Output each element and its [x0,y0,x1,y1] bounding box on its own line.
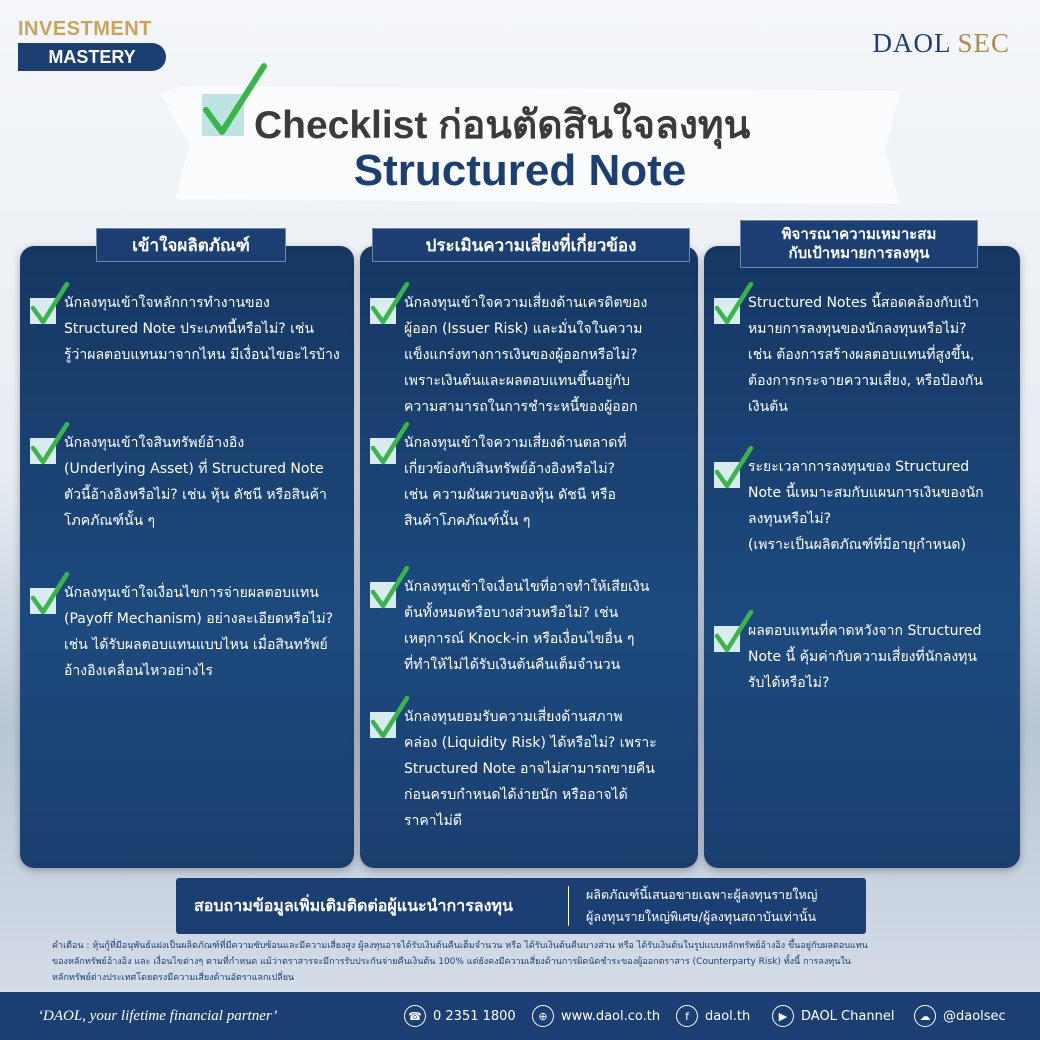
brand-line1: INVESTMENT [18,18,152,40]
checklist-item-line: (Payoff Mechanism) อย่างละเอียดหรือไม่? [64,611,334,627]
checklist-item-line: อ้างอิงเคลื่อนไหวอย่างไร [64,663,214,679]
logo-main: DAOL [872,28,952,58]
checklist-item-line: ผลตอบแทนที่คาดหวังจาก Structured [748,623,982,639]
checklist-item-line: ลงทุนหรือไม่? [748,511,832,527]
youtube-icon: ▶ [772,1005,794,1027]
title-check-icon [202,94,244,136]
checklist-item-line: สินค้าโภคภัณฑ์นั้น ๆ [404,513,531,529]
checklist-item-line: นักลงทุนเข้าใจเงื่อนไขการจ่ายผลตอบแทน [64,585,319,601]
logo-sub: SEC [957,28,1010,58]
page-title: Checklist ก่อนตัดสินใจลงทุน [254,104,751,147]
column-header: ประเมินความเสี่ยงที่เกี่ยวข้อง [372,228,690,262]
checklist-item [64,430,327,534]
checklist-item-line: เงินต้น [748,399,788,415]
checklist-item-line: ต้องการกระจายความเสี่ยง, หรือป้องกัน [748,373,983,389]
checklist-item-line: Note นี้เหมาะสมกับแผนการเงินของนัก [748,485,984,501]
checklist-item-line: Structured Note ประเภทนี้หรือไม่? เช่น [64,321,314,337]
phone-contact[interactable]: ☎ 0 2351 1800 [404,992,516,1040]
checklist-item-line: Structured Note อาจไม่สามารถขายคืน [404,761,655,777]
checklist-item-line: (เพราะเป็นผลิตภัณฑ์ที่มีอายุกำหนด) [748,537,966,553]
checklist-item [404,430,627,534]
globe-icon: ⊕ [532,1005,554,1027]
offer-note: ผลิตภัณฑ์นี้เสนอขายเฉพาะผู้ลงทุนรายใหญ่ ผู้ลงทุนรายใหญ่พิเศษ/ผู้ลงทุนสถาบันเท่านั้น [586,887,818,924]
checkbox-check-icon [30,588,56,614]
divider [568,886,569,926]
line-icon: ☁ [914,1005,936,1027]
checkbox-check-icon [370,582,396,608]
checklist-item-line: นักลงทุนเข้าใจความเสี่ยงด้านเครดิตของ [404,295,648,311]
checkbox-check-icon [370,298,396,324]
disclaimer: คำเตือน : หุ้นกู้ที่มีอนุพันธ์แฝงเป็นผลิตภัณฑ์ที่มีความซับซ้อนและมีความเสี่ยงสูง ผู้ลงทุนอาจได้รับเงินต้นคืนเต็มจำนวน หรือ ได้รับเงินต้นคืนบางส่วน หรือ ได้รับเงินต้นในรูปแบบหลักทรัพย์อ้างอิง ขึ้นอยู่กับผลตอบแทน ของหลักทรัพย์อ้างอิง และ เงื่อนไขต่างๆ ตามที่กำหนด แม้ว่าตราสารจะมีการรับประกันจ่ายคืนเงินต้น 100% แต่ยังคงมีความเสี่ยงด้านการผิดนัดชำระของผู้ออกตราสาร (Counterparty Risk) ทั้งนี้ การลงทุนใน หลักทรัพย์ต่างประเทศโดยตรงมีความเสี่ยงด้านอัตราแลกเปลี่ยน [52,941,868,983]
checkbox-check-icon [370,712,396,738]
checkbox-check-icon [714,298,740,324]
checkbox-check-icon [714,626,740,652]
checklist-item-line: ความสามารถในการชำระหนี้ของผู้ออก [404,399,638,415]
checklist-item [404,574,649,678]
checklist-item-line: ก่อนครบกำหนดได้ง่ายนัก หรืออาจได้ [404,787,628,803]
checklist-item-line: นักลงทุนยอมรับความเสี่ยงด้านสภาพ [404,709,623,725]
checklist-item-line: เช่น ต้องการสร้างผลตอบแทนที่สูงขึ้น, [748,347,975,363]
checkbox-check-icon [370,438,396,464]
checklist-item-line: Structured Notes นี้สอดคล้องกับเป้า [748,295,980,311]
checkbox-check-icon [30,438,56,464]
website-link[interactable]: ⊕ www.daol.co.th [532,992,660,1040]
checklist-item [64,290,340,368]
checklist-item-line: เพราะเงินต้นและผลตอบแทนขึ้นอยู่กับ [404,373,630,389]
brand-line2: MASTERY [18,43,166,71]
checklist-item-line: ที่ทำให้ไม่ได้รับเงินต้นคืนเต็มจำนวน [404,657,621,673]
checkbox-check-icon [714,462,740,488]
checklist-item-line: หมายการลงทุนของนักลงทุนหรือไม่? [748,321,967,337]
checklist-item-line: คล่อง (Liquidity Risk) ได้หรือไม่? เพราะ [404,735,657,751]
checklist-item-line: ตัวนี้อ้างอิงหรือไม่? เช่น หุ้น ดัชนี หรือสินค้า [64,487,327,503]
checklist-item-line: ราคาไม่ดี [404,813,462,829]
checklist-item-line: เหตุการณ์ Knock-in หรือเงื่อนไขอื่น ๆ [404,631,635,647]
checklist-item [748,618,981,696]
checklist-item-line: แข็งแกร่งทางการเงินของผู้ออกหรือไม่? [404,347,638,363]
facebook-icon: f [676,1005,698,1027]
checklist-item-line: ต้นทั้งหมดหรือบางส่วนหรือไม่? เช่น [404,605,619,621]
checklist-item-line: (Underlying Asset) ที่ Structured Note [64,461,324,477]
checklist-item [64,580,333,684]
footer [0,992,1040,1040]
checklist-item-line: รับได้หรือไม่? [748,675,830,691]
checklist-item-line: รู้ว่าผลตอบแทนมาจากไหน มีเงื่อนไขอะไรบ้าง [64,347,340,363]
checklist-item-line: ระยะเวลาการลงทุนของ Structured [748,459,970,475]
facebook-link[interactable]: f daol.th [676,992,750,1040]
checklist-item-line: นักลงทุนเข้าใจเงื่อนไขที่อาจทำให้เสียเงิน [404,579,650,595]
daol-logo [872,28,1010,59]
contact-bar [176,878,866,934]
checklist-item-line: โภคภัณฑ์นั้น ๆ [64,513,156,529]
column-header: เข้าใจผลิตภัณฑ์ [96,228,286,262]
checklist-item-line: เกี่ยวข้องกับสินทรัพย์อ้างอิงหรือไม่? [404,461,616,477]
checklist-item-line: นักลงทุนเข้าใจความเสี่ยงด้านตลาดที่ [404,435,627,451]
checklist-item-line: เช่น ความผันผวนของหุ้น ดัชนี หรือ [404,487,616,503]
checklist-item [748,290,983,420]
youtube-link[interactable]: ▶ DAOL Channel [772,992,894,1040]
contact-advisor-text: สอบถามข้อมูลเพิ่มเติมติดต่อผู้แนะนำการลงทุน [194,895,513,915]
checklist-item [404,704,657,834]
checklist-item-line: นักลงทุนเข้าใจหลักการทำงานของ [64,295,270,311]
phone-icon: ☎ [404,1005,426,1027]
line-link[interactable]: ☁ @daolsec [914,992,1006,1040]
column-header: พิจารณาความเหมาะสม กับเป้าหมายการลงทุน [740,220,978,268]
checkbox-check-icon [30,298,56,324]
checklist-item-line: ผู้ออก (Issuer Risk) และมั่นใจในความ [404,321,643,337]
tagline: ‘DAOL, your lifetime financial partner’ [38,1007,278,1024]
brand-badge [18,18,166,71]
checklist-item-line: นักลงทุนเข้าใจสินทรัพย์อ้างอิง [64,435,245,451]
checklist-item-line: เช่น ได้รับผลตอบแทนแบบไหน เมื่อสินทรัพย์ [64,637,328,653]
checklist-item [404,290,647,420]
checklist-item [748,454,984,558]
checklist-item-line: Note นี้ คุ้มค่ากับความเสี่ยงที่นักลงทุน [748,649,977,665]
page-subtitle: Structured Note [353,146,687,195]
